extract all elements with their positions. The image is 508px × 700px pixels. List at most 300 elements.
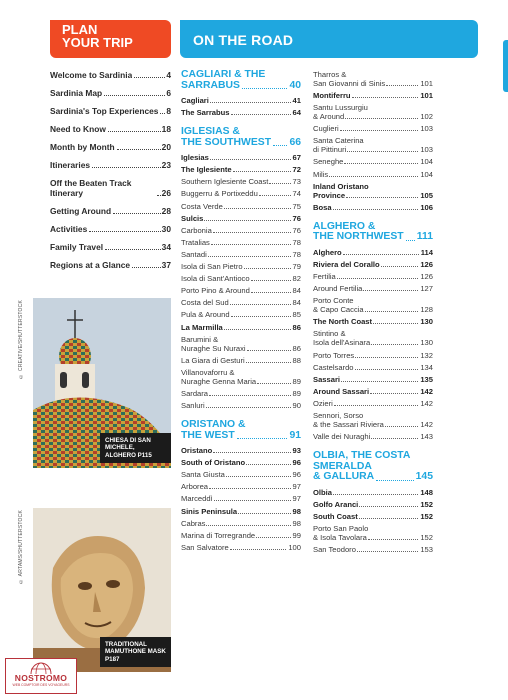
entry-title: Pula & Around [181, 310, 230, 320]
plan-item-page: 4 [166, 70, 171, 80]
leader-dots [244, 268, 291, 269]
plan-item-title: Activities [50, 224, 88, 234]
leader-dots [233, 171, 291, 172]
leader-dots [230, 304, 291, 305]
plan-item-title: Month by Month [50, 142, 115, 152]
entry-title: Milis [313, 169, 329, 179]
entry-row [181, 177, 301, 186]
entry-title: Isola di Sant'Antioco [181, 274, 250, 284]
entry-title: San Salvatore [181, 542, 229, 552]
toc-entry [181, 226, 301, 235]
entry-row [313, 170, 433, 179]
plan-item [50, 88, 171, 98]
entry-title-line1: Santu Lussurgiu [313, 103, 368, 113]
entry-row [313, 488, 433, 497]
entry-title-line1: Santa Caterina [313, 136, 364, 146]
entry-page: 101 [420, 79, 433, 88]
plan-item-title: Off the Beaten Track Itinerary [50, 178, 132, 198]
toc-entry [313, 260, 433, 269]
entry-title: Alghero [313, 247, 342, 257]
leader-dots [340, 130, 419, 131]
leader-dots [376, 480, 413, 481]
leader-dots [209, 395, 291, 396]
leader-dots [237, 438, 288, 439]
toc-entry [181, 177, 301, 186]
toc-entry [181, 458, 301, 467]
entry-title-line1: Sennori, Sorso [313, 410, 364, 420]
toc-entry [313, 272, 433, 281]
leader-dots [371, 438, 418, 439]
toc-entry [181, 202, 301, 211]
toc-entry [313, 136, 433, 154]
leader-dots [371, 344, 418, 345]
leader-dots [373, 323, 418, 324]
entry-title: Ozieri [313, 398, 333, 408]
entry-row [181, 543, 301, 552]
entry-page: 93 [292, 446, 301, 456]
entry-title-line2: Isola dell'Asinara [313, 338, 371, 348]
toc-column-2 [313, 70, 433, 564]
plan-item-title: Need to Know [50, 124, 106, 134]
plan-item-title: Welcome to Sardinia [50, 70, 133, 80]
plan-item-title: Sardinia's Top Experiences [50, 106, 159, 116]
toc-entry [181, 531, 301, 540]
leader-dots [365, 311, 419, 312]
leader-dots [346, 197, 418, 198]
leader-dots [105, 249, 161, 250]
entry-row [313, 399, 433, 408]
section-page: 91 [289, 429, 301, 441]
leader-dots [352, 97, 419, 98]
entry-page: 105 [420, 190, 433, 200]
leader-dots [341, 381, 418, 382]
leader-dots [359, 506, 418, 507]
toc-entry [181, 323, 301, 332]
entry-title: Fertilia [313, 272, 336, 282]
entry-title-line2: & Capo Caccia [313, 305, 364, 315]
toc-entry [313, 91, 433, 100]
entry-page: 76 [292, 225, 301, 235]
leader-dots [210, 102, 291, 103]
leader-dots [385, 426, 418, 427]
toc-entry [181, 238, 301, 247]
entry-title-line1: Villanovaforru & [181, 367, 235, 377]
photo-credit-bottom: © ARTAMS/SHUTTERSTOCK [18, 510, 24, 584]
leader-dots [210, 159, 291, 160]
section-heading [313, 222, 433, 243]
leader-dots [257, 383, 290, 384]
toc-entry [313, 157, 433, 166]
toc-entry [181, 189, 301, 198]
entry-row [181, 389, 301, 398]
entry-title: The Sarrabus [181, 108, 230, 118]
plan-item-title: Sardinia Map [50, 88, 103, 98]
entry-page: 152 [420, 532, 433, 542]
plan-item [50, 206, 171, 216]
entry-row [181, 531, 301, 540]
entry-title: Riviera del Corallo [313, 259, 380, 269]
entry-row [181, 262, 301, 271]
leader-dots [242, 88, 288, 89]
section-heading-row [313, 472, 433, 483]
leader-dots [259, 195, 291, 196]
entry-title: Cagliari [181, 96, 209, 105]
entry-title: Sinis Peninsula [181, 506, 238, 516]
entry-row [313, 375, 433, 384]
entry-page: 106 [420, 202, 433, 212]
toc-entry [181, 368, 301, 386]
leader-dots [231, 316, 291, 317]
entry-row [181, 377, 301, 386]
entry-page: 86 [292, 343, 301, 353]
toc-entry [181, 310, 301, 319]
entry-page: 96 [292, 458, 301, 468]
entry-title: Iglesias [181, 153, 209, 163]
leader-dots [251, 292, 291, 293]
plan-item-page: 30 [161, 224, 171, 234]
leader-dots [208, 256, 291, 257]
toc-entry [313, 432, 433, 441]
toc-column-1 [181, 70, 301, 562]
toc-entry [313, 351, 433, 360]
toc-entry [313, 296, 433, 314]
leader-dots [370, 393, 418, 394]
leader-dots [206, 407, 291, 408]
plan-item [50, 70, 171, 80]
plan-header-line2: YOUR TRIP [62, 35, 133, 50]
plan-item-page: 34 [161, 242, 171, 252]
toc-entry [313, 284, 433, 293]
plan-header-line1: PLAN [62, 22, 98, 37]
entry-page: 74 [292, 189, 301, 199]
leader-dots [355, 357, 418, 358]
entry-row [181, 519, 301, 528]
toc-entry [181, 543, 301, 552]
plan-item-title: Regions at a Glance [50, 260, 131, 270]
section-title-line2: SMERALDA [313, 460, 372, 472]
leader-dots [226, 476, 291, 477]
entry-title: Oristano [181, 446, 213, 456]
entry-row [181, 274, 301, 283]
entry-row [313, 157, 433, 166]
entry-page: 76 [292, 213, 301, 223]
entry-title-line2: San Giovanni di Sinis [313, 79, 386, 88]
entry-row [181, 401, 301, 410]
entry-title: Arborea [181, 482, 209, 492]
entry-title: San Teodoro [313, 545, 356, 555]
entry-page: 153 [420, 545, 433, 555]
leader-dots [343, 254, 419, 255]
entry-row [313, 248, 433, 257]
plan-item-title: Itineraries [50, 160, 91, 170]
toc-entry [181, 519, 301, 528]
entry-title-line2: Province [313, 190, 346, 200]
entry-title: Cabras [181, 518, 206, 528]
entry-page: 104 [420, 169, 433, 179]
entry-row [313, 79, 433, 88]
entry-title: Sardara [181, 388, 209, 398]
photo-mamuthone-mask [33, 508, 171, 672]
entry-row [181, 250, 301, 259]
entry-page: 75 [292, 201, 301, 211]
entry-title: Tratalias [181, 237, 210, 247]
entry-page: 135 [420, 374, 433, 384]
entry-row [313, 145, 433, 154]
toc-entry [313, 375, 433, 384]
section-heading [181, 127, 301, 148]
entry-page: 100 [288, 542, 301, 552]
entry-page: 78 [292, 237, 301, 247]
entry-row [181, 153, 301, 162]
toc-entry [313, 363, 433, 372]
plan-item-page: 8 [166, 106, 171, 116]
toc-entry [181, 165, 301, 174]
entry-row [313, 351, 433, 360]
leader-dots [256, 537, 290, 538]
section-heading [313, 451, 433, 483]
plan-item [50, 160, 171, 170]
leader-dots [347, 151, 418, 152]
entry-title-line2: Nuraghe Su Nuraxi [181, 343, 246, 353]
section-heading [181, 70, 301, 91]
entry-row [181, 323, 301, 332]
leader-dots [211, 244, 291, 245]
photo-church-dome [33, 298, 171, 468]
section-page: 66 [289, 136, 301, 148]
entry-page: 126 [420, 259, 433, 269]
entry-row [181, 344, 301, 353]
toc-entry [181, 108, 301, 117]
section-title-line1: OLBIA, THE COSTA [313, 450, 411, 462]
entry-row [181, 446, 301, 455]
entry-page: 98 [292, 518, 301, 528]
toc-entry [181, 494, 301, 503]
entry-page: 134 [420, 362, 433, 372]
section-gap [181, 555, 301, 562]
entry-title: La Giara di Gesturi [181, 355, 245, 365]
plan-item-title: Getting Around [50, 206, 112, 216]
leader-dots [273, 145, 287, 146]
plan-item [50, 142, 171, 152]
entry-page: 130 [420, 317, 433, 327]
entry-title: Porto Pino & Around [181, 286, 250, 296]
section-page: 40 [289, 79, 301, 91]
leader-dots [381, 266, 419, 267]
entry-row [313, 545, 433, 554]
toc-entry [313, 512, 433, 521]
entry-row [181, 108, 301, 117]
entry-page: 67 [292, 153, 301, 163]
entry-title-line2: & Around [313, 112, 345, 122]
leader-dots [247, 350, 291, 351]
entry-title: Porto Torres [313, 350, 355, 360]
entry-title: Montiferru [313, 91, 351, 101]
section-heading [181, 420, 301, 441]
entry-title-line2: & the Sassari Riviera [313, 419, 384, 429]
leader-dots [108, 131, 161, 132]
leader-dots [246, 362, 291, 363]
section-title-line3: & GALLURA [313, 471, 375, 483]
entry-row [181, 458, 301, 467]
section-title-line1: ORISTANO & [181, 419, 246, 431]
toc-entry [181, 274, 301, 283]
entry-title: Seneghe [313, 157, 344, 167]
leader-dots [230, 549, 287, 550]
entry-page: 89 [292, 376, 301, 386]
plan-item-page: 6 [166, 88, 171, 98]
entry-title: The Iglesiente [181, 165, 232, 175]
leader-dots [238, 513, 290, 514]
leader-dots [231, 114, 291, 115]
entry-row [181, 507, 301, 516]
entry-title-line1: Tharros & [313, 70, 347, 79]
entry-title: Santadi [181, 249, 207, 259]
entry-page: 78 [292, 249, 301, 259]
entry-title-line2: di Pittinuri [313, 145, 347, 155]
leader-dots [132, 267, 161, 268]
entry-page: 90 [292, 400, 301, 410]
entry-title: Olbia [313, 487, 332, 497]
entry-title: Marina di Torregrande [181, 530, 256, 540]
entry-title: La Marmilla [181, 322, 223, 332]
entry-page: 114 [420, 247, 433, 257]
toc-entry [313, 248, 433, 257]
leader-dots [329, 176, 418, 177]
section-heading-row [181, 81, 301, 92]
entry-page: 102 [420, 112, 433, 122]
plan-item [50, 260, 171, 270]
entry-page: 103 [420, 124, 433, 134]
entry-page: 148 [420, 487, 433, 497]
entry-page: 72 [292, 165, 301, 175]
leader-dots [224, 208, 291, 209]
entry-row [313, 284, 433, 293]
leader-dots [204, 220, 290, 221]
entry-title: Bosa [313, 202, 332, 212]
toc-entry [181, 96, 301, 105]
entry-title: The North Coast [313, 317, 373, 327]
entry-page: 101 [420, 91, 433, 101]
entry-row [313, 420, 433, 429]
entry-page: 130 [420, 338, 433, 348]
entry-row [313, 500, 433, 509]
entry-page: 85 [292, 310, 301, 320]
entry-row [313, 387, 433, 396]
section-title-line1: ALGHERO & [313, 220, 376, 232]
toc-entry [181, 507, 301, 516]
entry-row [313, 124, 433, 133]
entry-row [313, 432, 433, 441]
photo-caption-church: CHIESA DI SAN MICHELE, ALGHERO P115 [100, 433, 171, 464]
entry-page: 126 [420, 272, 433, 282]
toc-entry [181, 298, 301, 307]
section-title-line1: IGLESIAS & [181, 126, 240, 138]
leader-dots [269, 183, 290, 184]
entry-page: 132 [420, 350, 433, 360]
entry-page: 88 [292, 355, 301, 365]
entry-title: Costa Verde [181, 201, 223, 211]
entry-row [313, 260, 433, 269]
entry-title-line1: Stintino & [313, 329, 346, 339]
plan-item [50, 224, 171, 234]
toc-entry [313, 545, 433, 554]
entry-row [313, 533, 433, 542]
entry-page: 98 [292, 506, 301, 516]
entry-page: 99 [292, 530, 301, 540]
entry-title: Costa del Sud [181, 298, 229, 308]
entry-page: 142 [420, 419, 433, 429]
plan-item-page: 23 [161, 160, 171, 170]
toc-entry [313, 317, 433, 326]
plan-item [50, 124, 171, 134]
section-title-line1: CAGLIARI & THE [181, 69, 266, 80]
entry-title: Santa Giusta [181, 470, 225, 480]
entry-title: Buggerru & Portixeddu [181, 189, 258, 199]
leader-dots [246, 464, 290, 465]
toc-entry [181, 262, 301, 271]
nostromo-logo [5, 658, 77, 694]
toc-entry [313, 170, 433, 179]
plan-item-page: 20 [161, 142, 171, 152]
entry-row [181, 310, 301, 319]
entry-title: Southern Iglesiente Coast [181, 177, 269, 187]
photo-caption-mask: TRADITIONAL MAMUTHONE MASK P187 [100, 637, 171, 668]
entry-row [181, 482, 301, 491]
entry-title: South of Oristano [181, 458, 246, 468]
leader-dots [157, 195, 161, 196]
entry-page: 104 [420, 157, 433, 167]
entry-row [313, 112, 433, 121]
toc-entry [313, 387, 433, 396]
plan-trip-list [50, 70, 171, 278]
entry-title: Castelsardo [313, 362, 354, 372]
entry-row [181, 238, 301, 247]
toc-entry [313, 399, 433, 408]
entry-title: Sassari [313, 374, 341, 384]
toc-entry [313, 524, 433, 542]
leader-dots [113, 213, 161, 214]
entry-title: South Coast [313, 511, 358, 521]
section-heading-row [181, 138, 301, 149]
entry-page: 97 [292, 482, 301, 492]
leader-dots [359, 518, 419, 519]
entry-title: Golfo Aranci [313, 499, 359, 509]
section-page: 145 [415, 471, 433, 483]
plan-item-page: 26 [161, 188, 171, 198]
section-title-line2: SARRABUS [181, 79, 240, 91]
entry-page: 103 [420, 145, 433, 155]
entry-page: 97 [292, 494, 301, 504]
leader-dots [334, 405, 418, 406]
toc-entry [313, 124, 433, 133]
entry-page: 64 [292, 108, 301, 118]
entry-title: Marceddì [181, 494, 213, 504]
plan-item-page: 28 [161, 206, 171, 216]
leader-dots [213, 452, 290, 453]
entry-title-line1: Inland Oristano [313, 181, 369, 191]
leader-dots [333, 494, 418, 495]
photo-credit-top: © CREATIVE/SHUTTERSTOCK [18, 300, 24, 379]
entry-page: 143 [420, 432, 433, 442]
entry-title-line2: Nuraghe Genna Maria [181, 376, 257, 386]
leader-dots [134, 77, 165, 78]
entry-title: Valle dei Nuraghi [313, 432, 371, 442]
toc-entry [313, 70, 433, 88]
toc-entry [181, 335, 301, 353]
toc-entry [313, 411, 433, 429]
leader-dots [355, 369, 419, 370]
toc-entry [181, 153, 301, 162]
